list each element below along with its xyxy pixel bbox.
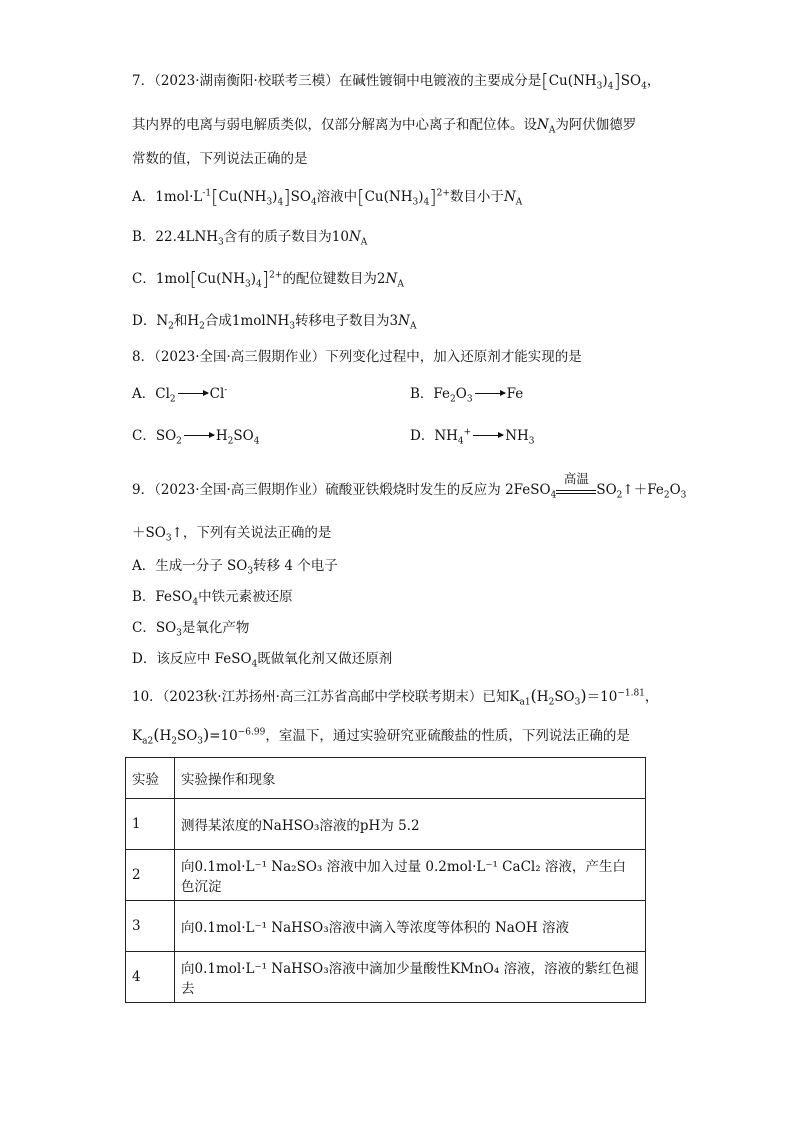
q7-option-d: D．$N_2$和$H_2$合成1molNH$_3$转移电子数目为$3N_A$ — [132, 313, 417, 332]
q8-option-d: D．$NH_4^+$ $NH_3$ — [410, 427, 535, 447]
q7-option-c: C．$1mol[Cu(NH_3)_4]^{2+}$的配位键数目为$2N_A$ — [132, 268, 404, 290]
table-cell-text: 向0.1mol·L⁻¹ NaHSO₃溶液中滴加少量酸性KMnO₄ 溶液，溶液的紫红色褪去 — [175, 952, 646, 1003]
q7-line2: 其内界的电离与弱电解质类似，仅部分解离为中心离子和配位体。设$N_A$为阿伏伽德罗 — [132, 117, 637, 136]
q9-option-a: A．生成一分子 $SO_3$转移 4 个电子 — [132, 558, 338, 577]
q8-stem: 8．（2023·全国·高三假期作业）下列变化过程中，加入还原剂才能实现的是 — [132, 349, 582, 365]
q8-option-c: C．$SO_2$ $H_2SO_4$ — [132, 428, 260, 447]
table-row — [126, 799, 646, 850]
q10-line1: 10．（2023秋·江苏扬州·高三江苏省高邮中学校联考期末）已知$K_{a1}(H_2SO_3)=10^{-1.81}$， — [132, 686, 659, 708]
table-header-row — [126, 758, 646, 799]
table-cell-text: 测得某浓度的NaHSO₃溶液的pH为 5.2 — [175, 799, 646, 850]
q9-stem: 9．（2023·全国·高三假期作业）硫酸亚铁煅烧时发生的反应为 2FeSO$_4$ 高温 $SO_2↑+Fe_2O_3$ — [132, 471, 687, 501]
table-cell-text: 向0.1mol·L⁻¹ NaHSO₃溶液中滴入等浓度等体积的 NaOH 溶液 — [175, 901, 646, 952]
q9-line2: $+SO_3↑$，下列有关说法正确的是 — [132, 525, 332, 544]
q10-line2: $K_{a2}(H_2SO_3)=10^{-6.99}$，室温下，通过实验研究亚硫酸盐的性质，下列说法正确的是 — [132, 725, 630, 747]
table-cell-number: 3 — [126, 901, 175, 952]
table-header-cell: 实验 — [126, 758, 175, 799]
table-cell-number: 2 — [126, 850, 175, 901]
reaction-arrow-icon — [184, 435, 214, 436]
q9-option-b: B．FeSO$_4$中铁元素被还原 — [132, 589, 293, 608]
table-header-cell: 实验操作和现象 — [175, 758, 646, 799]
reaction-arrow-icon — [178, 393, 208, 394]
q7-stem: 7．（2023·湖南衡阳·校联考三模）在碱性镀铜中电镀液的主要成分是 — [132, 73, 542, 89]
table-cell-text: 向0.1mol·L⁻¹ Na₂SO₃ 溶液中加入过量 0.2mol·L⁻¹ CaCl₂ 溶液，产生白色沉淀 — [175, 850, 646, 901]
experiment-table — [125, 757, 646, 1003]
table-cell-number: 4 — [126, 952, 175, 1003]
table-cell-number: 1 — [126, 799, 175, 850]
table-row — [126, 952, 646, 1003]
q9-option-c: C．$SO_3$是氧化产物 — [132, 620, 250, 639]
q8-option-a: A．$Cl_2$ Cl- — [132, 385, 228, 405]
table-row — [126, 901, 646, 952]
q8-option-b: B．$Fe_2O_3$ Fe — [410, 386, 524, 405]
reaction-arrow-icon — [475, 393, 505, 394]
table-row — [126, 850, 646, 901]
q7-line3: 常数的值，下列说法正确的是 — [132, 151, 308, 167]
q7-line1: 7．（2023·湖南衡阳·校联考三模）在碱性镀铜中电镀液的主要成分是$[Cu(NH_3)_4]SO_4$， — [132, 70, 661, 92]
q7-option-b: B．$22.4LNH_3$含有的质子数目为$10N_A$ — [132, 229, 368, 248]
reaction-condition: 高温 — [556, 484, 596, 494]
reaction-arrow-icon — [473, 435, 503, 436]
q7-option-a: A．$1mol\cdot L^{-1}[Cu(NH_3)_4]SO_4$溶液中$[Cu(NH_3)_4]^{2+}$数目小于$N_A$ — [132, 186, 523, 208]
q9-option-d: D．该反应中 FeSO$_4$既做氧化剂又做还原剂 — [132, 651, 393, 670]
